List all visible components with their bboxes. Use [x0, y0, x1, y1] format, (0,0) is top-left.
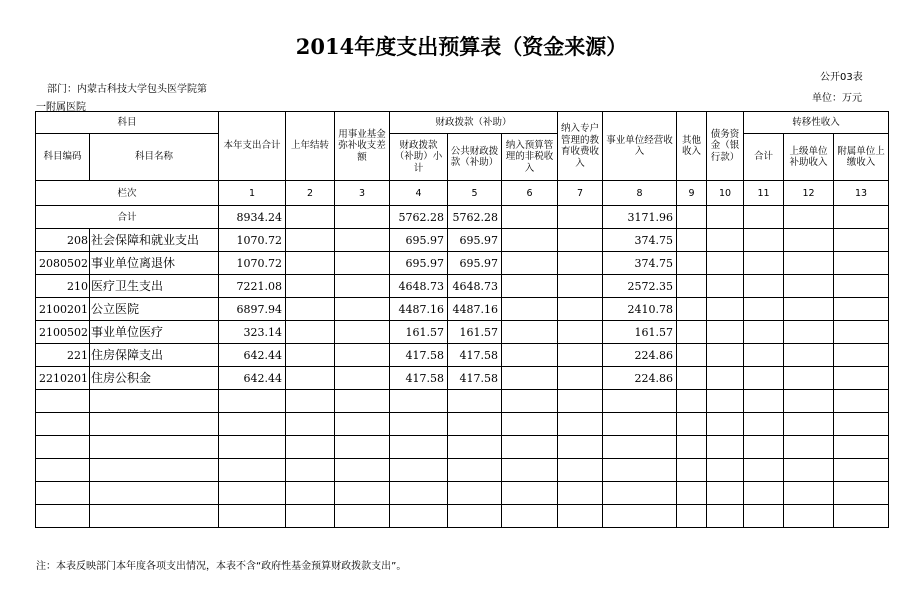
empty-cell [286, 436, 335, 459]
header-subject-name: 科目名称 [90, 134, 219, 181]
empty-cell [36, 436, 90, 459]
header-carryover: 上年结转 [286, 112, 335, 181]
table-cell: 8934.24 [219, 206, 286, 229]
table-cell [502, 252, 558, 275]
header-upper-subsidy: 上级单位补助收入 [784, 134, 834, 181]
table-cell [784, 252, 834, 275]
empty-cell [707, 413, 744, 436]
col-number: 13 [834, 181, 889, 206]
table-cell [784, 344, 834, 367]
table-cell: 695.97 [448, 252, 502, 275]
table-cell [286, 344, 335, 367]
table-cell: 224.86 [603, 367, 677, 390]
empty-cell [558, 413, 603, 436]
empty-row [36, 505, 889, 528]
empty-cell [744, 482, 784, 505]
empty-cell [784, 436, 834, 459]
empty-cell [603, 390, 677, 413]
empty-cell [502, 505, 558, 528]
table-row [36, 252, 889, 275]
table-cell [502, 367, 558, 390]
empty-cell [36, 482, 90, 505]
table-cell [784, 206, 834, 229]
empty-cell [286, 390, 335, 413]
empty-cell [502, 482, 558, 505]
table-cell: 3171.96 [603, 206, 677, 229]
col-number: 9 [677, 181, 707, 206]
subject-code-cell: 2210201 [36, 367, 90, 390]
empty-row [36, 459, 889, 482]
footnote: 注：本表反映部门本年度各项支出情况，本表不含“政府性基金预算财政拨款支出”。 [36, 561, 407, 572]
empty-cell [834, 436, 889, 459]
empty-cell [390, 413, 448, 436]
empty-cell [677, 459, 707, 482]
table-cell [744, 206, 784, 229]
empty-cell [448, 390, 502, 413]
empty-cell [448, 413, 502, 436]
table-cell [784, 298, 834, 321]
empty-cell [90, 459, 219, 482]
empty-cell [286, 459, 335, 482]
empty-cell [390, 505, 448, 528]
empty-cell [744, 436, 784, 459]
subject-name-cell: 医疗卫生支出 [90, 275, 219, 298]
table-cell: 695.97 [390, 229, 448, 252]
table-cell: 374.75 [603, 252, 677, 275]
subject-name-cell: 事业单位医疗 [90, 321, 219, 344]
unit-label: 单位：万元 [812, 93, 862, 104]
empty-cell [603, 505, 677, 528]
subject-name-cell: 住房保障支出 [90, 344, 219, 367]
empty-cell [448, 482, 502, 505]
empty-cell [834, 459, 889, 482]
table-cell [834, 229, 889, 252]
table-cell [558, 252, 603, 275]
table-cell [677, 206, 707, 229]
table-cell [558, 275, 603, 298]
empty-cell [677, 413, 707, 436]
table-cell: 161.57 [390, 321, 448, 344]
empty-cell [677, 390, 707, 413]
table-cell [834, 367, 889, 390]
table-cell: 2572.35 [603, 275, 677, 298]
col-number: 11 [744, 181, 784, 206]
col-number: 3 [335, 181, 390, 206]
header-affiliated-remit: 附属单位上缴收入 [834, 134, 889, 181]
table-cell [286, 275, 335, 298]
empty-cell [448, 436, 502, 459]
empty-cell [784, 459, 834, 482]
empty-cell [744, 505, 784, 528]
empty-cell [834, 413, 889, 436]
subject-name-cell: 社会保障和就业支出 [90, 229, 219, 252]
department-label: 部门：内蒙古科技大学包头医学院第 [47, 84, 207, 95]
subject-code-cell: 221 [36, 344, 90, 367]
table-cell [335, 229, 390, 252]
table-cell [502, 321, 558, 344]
empty-cell [834, 505, 889, 528]
empty-cell [558, 459, 603, 482]
table-cell [677, 298, 707, 321]
subject-name-cell: 住房公积金 [90, 367, 219, 390]
empty-cell [502, 436, 558, 459]
col-number: 8 [603, 181, 677, 206]
empty-cell [502, 413, 558, 436]
empty-cell [784, 390, 834, 413]
table-row [36, 229, 889, 252]
empty-cell [335, 505, 390, 528]
table-cell [744, 275, 784, 298]
subject-code-cell: 2100502 [36, 321, 90, 344]
empty-cell [219, 390, 286, 413]
empty-cell [784, 505, 834, 528]
table-cell: 1070.72 [219, 229, 286, 252]
column-index-label: 栏次 [36, 181, 219, 206]
table-cell [707, 344, 744, 367]
empty-cell [335, 413, 390, 436]
empty-cell [286, 482, 335, 505]
header-fiscal-subtotal: 财政拨款（补助）小计 [390, 134, 448, 181]
table-cell [335, 298, 390, 321]
col-number: 4 [390, 181, 448, 206]
table-cell [744, 367, 784, 390]
empty-cell [90, 390, 219, 413]
table-cell [707, 298, 744, 321]
table-cell [558, 298, 603, 321]
empty-cell [834, 482, 889, 505]
empty-cell [744, 390, 784, 413]
table-cell [834, 344, 889, 367]
table-cell [677, 252, 707, 275]
page-title: 2014年度支出预算表（资金来源） [295, 34, 628, 59]
col-number: 12 [784, 181, 834, 206]
empty-cell [219, 413, 286, 436]
table-cell [286, 298, 335, 321]
empty-cell [558, 390, 603, 413]
empty-cell [90, 482, 219, 505]
empty-cell [390, 459, 448, 482]
col-number: 7 [558, 181, 603, 206]
empty-cell [219, 459, 286, 482]
table-row [36, 275, 889, 298]
table-cell [834, 321, 889, 344]
subject-code-cell: 210 [36, 275, 90, 298]
table-cell: 695.97 [448, 229, 502, 252]
table-cell [558, 206, 603, 229]
table-cell [335, 252, 390, 275]
table-cell [286, 321, 335, 344]
empty-cell [834, 390, 889, 413]
table-row [36, 344, 889, 367]
empty-cell [707, 505, 744, 528]
empty-cell [390, 390, 448, 413]
table-cell [286, 229, 335, 252]
table-cell: 417.58 [448, 367, 502, 390]
table-cell: 695.97 [390, 252, 448, 275]
empty-cell [707, 459, 744, 482]
table-cell: 4487.16 [390, 298, 448, 321]
empty-cell [286, 505, 335, 528]
header-subject-code: 科目编码 [36, 134, 90, 181]
empty-cell [707, 482, 744, 505]
header-total: 本年支出合计 [219, 112, 286, 181]
empty-cell [335, 482, 390, 505]
table-cell [744, 321, 784, 344]
empty-cell [219, 505, 286, 528]
table-cell [677, 367, 707, 390]
empty-cell [36, 505, 90, 528]
form-code: 公开03表 [820, 72, 863, 83]
table-cell: 323.14 [219, 321, 286, 344]
table-cell [502, 229, 558, 252]
table-cell [744, 229, 784, 252]
table-cell: 7221.08 [219, 275, 286, 298]
table-cell: 4648.73 [390, 275, 448, 298]
table-cell [784, 229, 834, 252]
table-cell [502, 298, 558, 321]
header-debt-funds: 债务资金（银行款） [707, 112, 744, 181]
table-cell [335, 275, 390, 298]
subject-code-cell: 2100201 [36, 298, 90, 321]
table-cell [834, 275, 889, 298]
table-cell [335, 344, 390, 367]
table-cell [286, 206, 335, 229]
budget-table [35, 111, 889, 528]
table-cell [744, 298, 784, 321]
empty-cell [603, 436, 677, 459]
empty-row [36, 390, 889, 413]
table-cell [286, 252, 335, 275]
empty-cell [502, 390, 558, 413]
empty-cell [744, 459, 784, 482]
table-cell: 5762.28 [448, 206, 502, 229]
table-cell: 224.86 [603, 344, 677, 367]
empty-cell [390, 482, 448, 505]
table-cell [286, 367, 335, 390]
header-fiscal: 财政拨款（补助） [390, 112, 558, 134]
table-cell: 417.58 [390, 344, 448, 367]
table-cell: 417.58 [390, 367, 448, 390]
total-row [36, 206, 889, 229]
header-transfer: 转移性收入 [744, 112, 889, 134]
empty-cell [219, 482, 286, 505]
table-cell [558, 367, 603, 390]
empty-cell [677, 482, 707, 505]
header-business-income: 事业单位经营收入 [603, 112, 677, 181]
header-transfer-total: 合计 [744, 134, 784, 181]
subject-code-cell: 208 [36, 229, 90, 252]
header-fund-balance: 用事业基金弥补收支差额 [335, 112, 390, 181]
table-cell: 4648.73 [448, 275, 502, 298]
table-cell [677, 229, 707, 252]
empty-cell [707, 436, 744, 459]
table-cell [707, 321, 744, 344]
table-cell: 2410.78 [603, 298, 677, 321]
empty-cell [707, 390, 744, 413]
empty-cell [502, 459, 558, 482]
department-label-continued: 一附属医院 [36, 102, 86, 113]
table-cell [335, 206, 390, 229]
table-cell [677, 275, 707, 298]
table-cell: 642.44 [219, 344, 286, 367]
empty-cell [558, 505, 603, 528]
table-cell [744, 344, 784, 367]
empty-cell [603, 413, 677, 436]
subject-code-cell: 2080502 [36, 252, 90, 275]
table-cell [502, 344, 558, 367]
table-cell: 417.58 [448, 344, 502, 367]
empty-row [36, 482, 889, 505]
table-cell [784, 275, 834, 298]
empty-cell [603, 482, 677, 505]
empty-cell [744, 413, 784, 436]
table-cell [834, 298, 889, 321]
empty-cell [286, 413, 335, 436]
table-cell [707, 229, 744, 252]
table-cell [677, 344, 707, 367]
table-cell [834, 252, 889, 275]
header-special-account: 纳入专户管理的教育收费收入 [558, 112, 603, 181]
table-cell [707, 252, 744, 275]
table-cell [707, 206, 744, 229]
table-cell: 4487.16 [448, 298, 502, 321]
table-cell: 5762.28 [390, 206, 448, 229]
total-label: 合计 [36, 206, 219, 229]
table-cell: 6897.94 [219, 298, 286, 321]
empty-cell [448, 459, 502, 482]
empty-cell [36, 413, 90, 436]
table-cell: 1070.72 [219, 252, 286, 275]
table-cell: 374.75 [603, 229, 677, 252]
col-number: 1 [219, 181, 286, 206]
empty-cell [36, 390, 90, 413]
empty-cell [558, 436, 603, 459]
empty-cell [448, 505, 502, 528]
table-cell [558, 229, 603, 252]
empty-cell [335, 390, 390, 413]
empty-cell [90, 505, 219, 528]
empty-cell [390, 436, 448, 459]
empty-cell [90, 413, 219, 436]
table-cell [335, 367, 390, 390]
table-cell [707, 275, 744, 298]
empty-row [36, 413, 889, 436]
table-cell [335, 321, 390, 344]
table-cell: 161.57 [448, 321, 502, 344]
header-subject: 科目 [36, 112, 219, 134]
table-cell [558, 321, 603, 344]
empty-cell [558, 482, 603, 505]
table-cell [502, 275, 558, 298]
table-cell [784, 321, 834, 344]
table-cell [502, 206, 558, 229]
table-cell [677, 321, 707, 344]
subject-name-cell: 公立医院 [90, 298, 219, 321]
col-number: 2 [286, 181, 335, 206]
table-cell [707, 367, 744, 390]
header-nontax: 纳入预算管理的非税收入 [502, 134, 558, 181]
col-number: 10 [707, 181, 744, 206]
empty-cell [36, 459, 90, 482]
table-cell [784, 367, 834, 390]
empty-cell [603, 459, 677, 482]
table-cell [558, 344, 603, 367]
header-other-income: 其他收入 [677, 112, 707, 181]
table-row [36, 321, 889, 344]
table-cell: 642.44 [219, 367, 286, 390]
empty-cell [335, 459, 390, 482]
empty-cell [219, 436, 286, 459]
table-cell [744, 252, 784, 275]
empty-cell [677, 505, 707, 528]
table-row [36, 367, 889, 390]
empty-row [36, 436, 889, 459]
empty-cell [677, 436, 707, 459]
table-row [36, 298, 889, 321]
col-number: 6 [502, 181, 558, 206]
col-number: 5 [448, 181, 502, 206]
subject-name-cell: 事业单位离退休 [90, 252, 219, 275]
empty-cell [784, 413, 834, 436]
empty-cell [90, 436, 219, 459]
empty-cell [335, 436, 390, 459]
table-cell [834, 206, 889, 229]
table-cell: 161.57 [603, 321, 677, 344]
empty-cell [784, 482, 834, 505]
header-public-fiscal: 公共财政拨款（补助） [448, 134, 502, 181]
